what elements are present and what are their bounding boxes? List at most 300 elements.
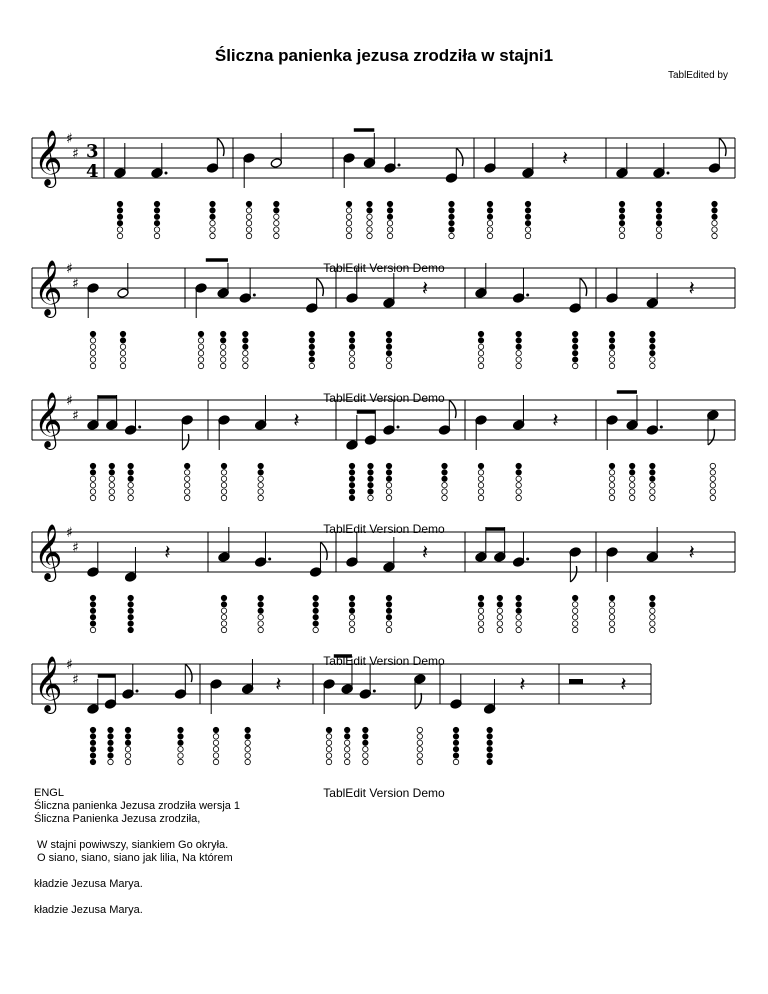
fingering-hole [572,357,577,362]
fingering-hole [246,214,251,219]
fingering-hole [246,221,251,226]
fingering-hole [712,233,717,238]
fingering-hole [90,602,95,607]
fingering-hole [650,602,655,607]
fingering-hole [220,344,225,349]
fingering-hole [349,627,354,632]
fingering-hole [487,740,492,745]
treble-clef-icon: 𝄞 [34,656,63,712]
fingering-hole [650,489,655,494]
fingering-hole [221,489,226,494]
fingering-hole [184,483,189,488]
fingering-hole [344,734,349,739]
fingering-hole [367,214,372,219]
sharp-icon: ♯ [66,261,73,277]
fingering-hole [245,753,250,758]
fingering-hole [246,201,251,206]
fingering-hole [128,483,133,488]
fingering-hole [120,357,125,362]
fingering-hole [349,621,354,626]
fingering-hole [478,602,483,607]
fingering-hole [619,208,624,213]
fingering-hole [220,338,225,343]
fingering-hole [120,338,125,343]
flag-icon [719,138,726,156]
fingering-hole [90,759,95,764]
fingering-hole [516,351,521,356]
fingering-hole [349,608,354,613]
fingering-hole [516,338,521,343]
fingering-hole [656,208,661,213]
fingering-hole [258,476,263,481]
fingering-hole [344,747,349,752]
fingering-hole [154,214,159,219]
fingering-hole [198,338,203,343]
fingering-hole [258,602,263,607]
flag-icon [217,138,224,156]
fingering-hole [609,602,614,607]
dot-icon [526,294,529,297]
fingering-hole [453,734,458,739]
fingering-hole [349,331,354,336]
fingering-hole [368,470,373,475]
fingering-hole [90,740,95,745]
fingering-hole [90,351,95,356]
fingering-hole [650,357,655,362]
fingering-hole [367,227,372,232]
fingering-hole [90,363,95,368]
fingering-hole [109,470,114,475]
fingering-hole [344,727,349,732]
fingering-hole [109,483,114,488]
fingering-hole [90,747,95,752]
fingering-hole [221,463,226,468]
fingering-hole [609,357,614,362]
fingering-hole [220,351,225,356]
fingering-hole [109,476,114,481]
fingering-hole [220,331,225,336]
fingering-hole [313,615,318,620]
fingering-hole [220,363,225,368]
quarter-rest-icon: 𝄽 [688,276,695,300]
sharp-icon: ♯ [72,408,79,424]
fingering-hole [656,227,661,232]
fingering-hole [386,627,391,632]
dot-icon [136,690,139,693]
fingering-hole [525,233,530,238]
dot-icon [165,172,168,175]
fingering-hole [258,489,263,494]
fingering-hole [309,338,314,343]
fingering-hole [210,214,215,219]
fingering-hole [650,351,655,356]
fingering-hole [650,338,655,343]
fingering-hole [417,759,422,764]
watermark-text: TablEdit Version Demo [323,522,445,536]
fingering-hole [487,759,492,764]
fingering-hole [117,208,122,213]
fingering-hole [478,331,483,336]
fingering-hole [712,227,717,232]
fingering-hole [619,233,624,238]
fingering-hole [497,608,502,613]
fingering-hole [442,476,447,481]
fingering-hole [525,227,530,232]
quarter-rest-icon: 𝄽 [164,540,171,564]
fingering-hole [442,463,447,468]
treble-clef-icon: 𝄞 [34,524,63,580]
flag-icon [580,278,587,296]
fingering-hole [487,221,492,226]
fingering-hole [609,621,614,626]
sharp-icon: ♯ [72,146,79,162]
fingering-hole [478,470,483,475]
fingering-hole [650,621,655,626]
fingering-hole [572,338,577,343]
fingering-hole [326,753,331,758]
fingering-hole [309,357,314,362]
fingering-hole [712,208,717,213]
fingering-hole [210,201,215,206]
flag-icon [456,148,463,166]
fingering-hole [712,221,717,226]
fingering-hole [572,602,577,607]
quarter-rest-icon: 𝄽 [293,408,300,432]
fingering-hole [609,344,614,349]
fingering-hole [609,338,614,343]
fingering-hole [108,740,113,745]
fingering-hole [346,233,351,238]
fingering-hole [478,363,483,368]
fingering-hole [198,357,203,362]
fingering-hole [220,357,225,362]
half-rest-icon [569,679,583,684]
fingering-hole [516,331,521,336]
fingering-hole [386,470,391,475]
fingering-hole [710,495,715,500]
fingering-hole [572,363,577,368]
fingering-hole [90,331,95,336]
flag-icon [708,429,714,445]
time-signature-numerator: 3 [86,141,99,162]
lyrics-line: kładzie Jezusa Marya. [34,878,143,890]
fingering-hole [487,227,492,232]
quarter-rest-icon: 𝄽 [275,672,282,696]
fingering-hole [367,201,372,206]
fingering-hole [243,363,248,368]
fingering-hole [349,476,354,481]
fingering-hole [178,727,183,732]
fingering-hole [368,489,373,494]
fingering-hole [449,227,454,232]
fingering-hole [117,233,122,238]
fingering-hole [90,495,95,500]
fingering-hole [108,759,113,764]
fingering-hole [478,489,483,494]
fingering-hole [128,621,133,626]
fingering-hole [497,627,502,632]
fingering-hole [117,227,122,232]
fingering-hole [349,595,354,600]
fingering-hole [210,233,215,238]
fingering-hole [128,463,133,468]
fingering-hole [516,463,521,468]
quarter-rest-icon: 𝄽 [422,276,429,300]
fingering-hole [386,338,391,343]
fingering-hole [516,344,521,349]
fingering-hole [487,233,492,238]
fingering-hole [478,495,483,500]
fingering-hole [349,351,354,356]
fingering-hole [210,227,215,232]
fingering-hole [326,734,331,739]
fingering-hole [516,495,521,500]
fingering-hole [154,208,159,213]
fingering-hole [497,602,502,607]
fingering-hole [346,208,351,213]
fingering-hole [128,602,133,607]
fingering-hole [90,463,95,468]
fingering-hole [326,747,331,752]
fingering-hole [258,615,263,620]
fingering-hole [178,734,183,739]
credit-text: TablEdited by [667,70,728,81]
watermark-text: TablEdit Version Demo [323,391,445,405]
flag-icon [182,434,188,450]
treble-clef-icon: 𝄞 [34,130,63,186]
fingering-hole [650,627,655,632]
fingering-hole [349,363,354,368]
fingering-hole [386,357,391,362]
fingering-hole [243,331,248,336]
fingering-hole [368,476,373,481]
fingering-hole [609,495,614,500]
dot-icon [660,426,663,429]
fingering-hole [710,483,715,488]
fingering-hole [449,221,454,226]
fingering-hole [128,495,133,500]
fingering-hole [344,753,349,758]
fingering-hole [487,727,492,732]
fingering-hole [442,483,447,488]
fingering-hole [650,495,655,500]
fingering-hole [478,344,483,349]
fingering-hole [210,208,215,213]
fingering-hole [178,747,183,752]
fingering-hole [363,759,368,764]
fingering-hole [313,608,318,613]
fingering-hole [309,351,314,356]
fingering-hole [90,344,95,349]
fingering-hole [516,602,521,607]
fingering-hole [656,221,661,226]
fingering-hole [90,595,95,600]
fingering-hole [274,201,279,206]
sharp-icon: ♯ [72,672,79,688]
fingering-hole [478,463,483,468]
fingering-hole [453,753,458,758]
fingering-hole [245,740,250,745]
watermark-text: TablEdit Version Demo [323,261,445,275]
fingering-hole [243,351,248,356]
fingering-hole [258,463,263,468]
fingering-hole [363,734,368,739]
fingering-hole [125,759,130,764]
treble-clef-icon: 𝄞 [34,392,63,448]
fingering-hole [349,470,354,475]
time-signature-denominator: 4 [86,161,99,182]
fingering-hole [246,227,251,232]
fingering-hole [487,201,492,206]
fingering-hole [125,747,130,752]
fingering-hole [478,357,483,362]
fingering-hole [274,233,279,238]
fingering-hole [125,740,130,745]
fingering-hole [178,753,183,758]
dot-icon [268,558,271,561]
dot-icon [253,294,256,297]
fingering-hole [90,753,95,758]
fingering-hole [346,227,351,232]
fingering-hole [313,602,318,607]
dot-icon [373,690,376,693]
fingering-hole [609,331,614,336]
fingering-hole [245,734,250,739]
fingering-hole [478,608,483,613]
fingering-hole [650,470,655,475]
fingering-hole [712,201,717,206]
fingering-hole [108,753,113,758]
fingering-hole [344,759,349,764]
fingering-hole [609,363,614,368]
fingering-hole [453,759,458,764]
fingering-hole [109,495,114,500]
fingering-hole [387,221,392,226]
fingering-hole [367,233,372,238]
fingering-hole [386,463,391,468]
fingering-hole [487,214,492,219]
fingering-hole [213,740,218,745]
fingering-hole [516,595,521,600]
fingering-hole [346,214,351,219]
fingering-hole [609,608,614,613]
fingering-hole [387,214,392,219]
fingering-hole [245,727,250,732]
fingering-hole [572,344,577,349]
fingering-hole [442,470,447,475]
fingering-hole [90,483,95,488]
fingering-hole [108,747,113,752]
fingering-hole [90,470,95,475]
fingering-hole [128,615,133,620]
treble-clef-icon: 𝄞 [34,260,63,316]
fingering-hole [313,621,318,626]
fingering-hole [386,621,391,626]
fingering-hole [650,595,655,600]
fingering-hole [90,621,95,626]
fingering-hole [349,344,354,349]
fingering-hole [363,740,368,745]
fingering-hole [609,489,614,494]
quarter-rest-icon: 𝄽 [422,540,429,564]
fingering-hole [243,338,248,343]
fingering-hole [650,483,655,488]
fingering-hole [656,214,661,219]
fingering-hole [313,627,318,632]
fingering-hole [516,621,521,626]
fingering-hole [90,608,95,613]
fingering-hole [478,476,483,481]
fingering-hole [363,747,368,752]
fingering-hole [274,214,279,219]
fingering-hole [309,344,314,349]
fingering-hole [386,331,391,336]
fingering-hole [184,489,189,494]
fingering-hole [128,595,133,600]
fingering-hole [417,734,422,739]
fingering-hole [516,489,521,494]
fingering-hole [346,221,351,226]
fingering-hole [650,363,655,368]
fingering-hole [368,463,373,468]
fingering-hole [154,233,159,238]
fingering-hole [478,351,483,356]
fingering-hole [213,727,218,732]
fingering-hole [326,740,331,745]
fingering-hole [487,753,492,758]
fingering-hole [386,489,391,494]
dot-icon [398,164,401,167]
fingering-hole [712,214,717,219]
watermark-text: TablEdit Version Demo [323,654,445,668]
fingering-hole [109,489,114,494]
fingering-hole [213,759,218,764]
fingering-hole [221,476,226,481]
fingering-hole [516,627,521,632]
fingering-hole [344,740,349,745]
fingering-hole [198,331,203,336]
fingering-hole [258,595,263,600]
fingering-hole [516,483,521,488]
fingering-hole [516,363,521,368]
fingering-hole [453,747,458,752]
fingering-hole [221,621,226,626]
fingering-hole [221,608,226,613]
lyrics-line: kładzie Jezusa Marya. [34,904,143,916]
fingering-hole [326,727,331,732]
fingering-hole [313,595,318,600]
fingering-hole [258,495,263,500]
fingering-hole [221,627,226,632]
lyrics-line: Śliczna panienka Jezusa zrodziła wersja 1 [34,800,241,812]
fingering-hole [629,483,634,488]
fingering-hole [386,344,391,349]
fingering-hole [516,476,521,481]
fingering-hole [349,602,354,607]
flag-icon [320,542,327,560]
fingering-hole [478,595,483,600]
fingering-hole [90,734,95,739]
fingering-hole [349,489,354,494]
fingering-hole [516,357,521,362]
fingering-hole [221,483,226,488]
fingering-hole [572,621,577,626]
fingering-hole [609,615,614,620]
fingering-hole [213,753,218,758]
fingering-hole [210,221,215,226]
fingering-hole [609,470,614,475]
fingering-hole [349,463,354,468]
